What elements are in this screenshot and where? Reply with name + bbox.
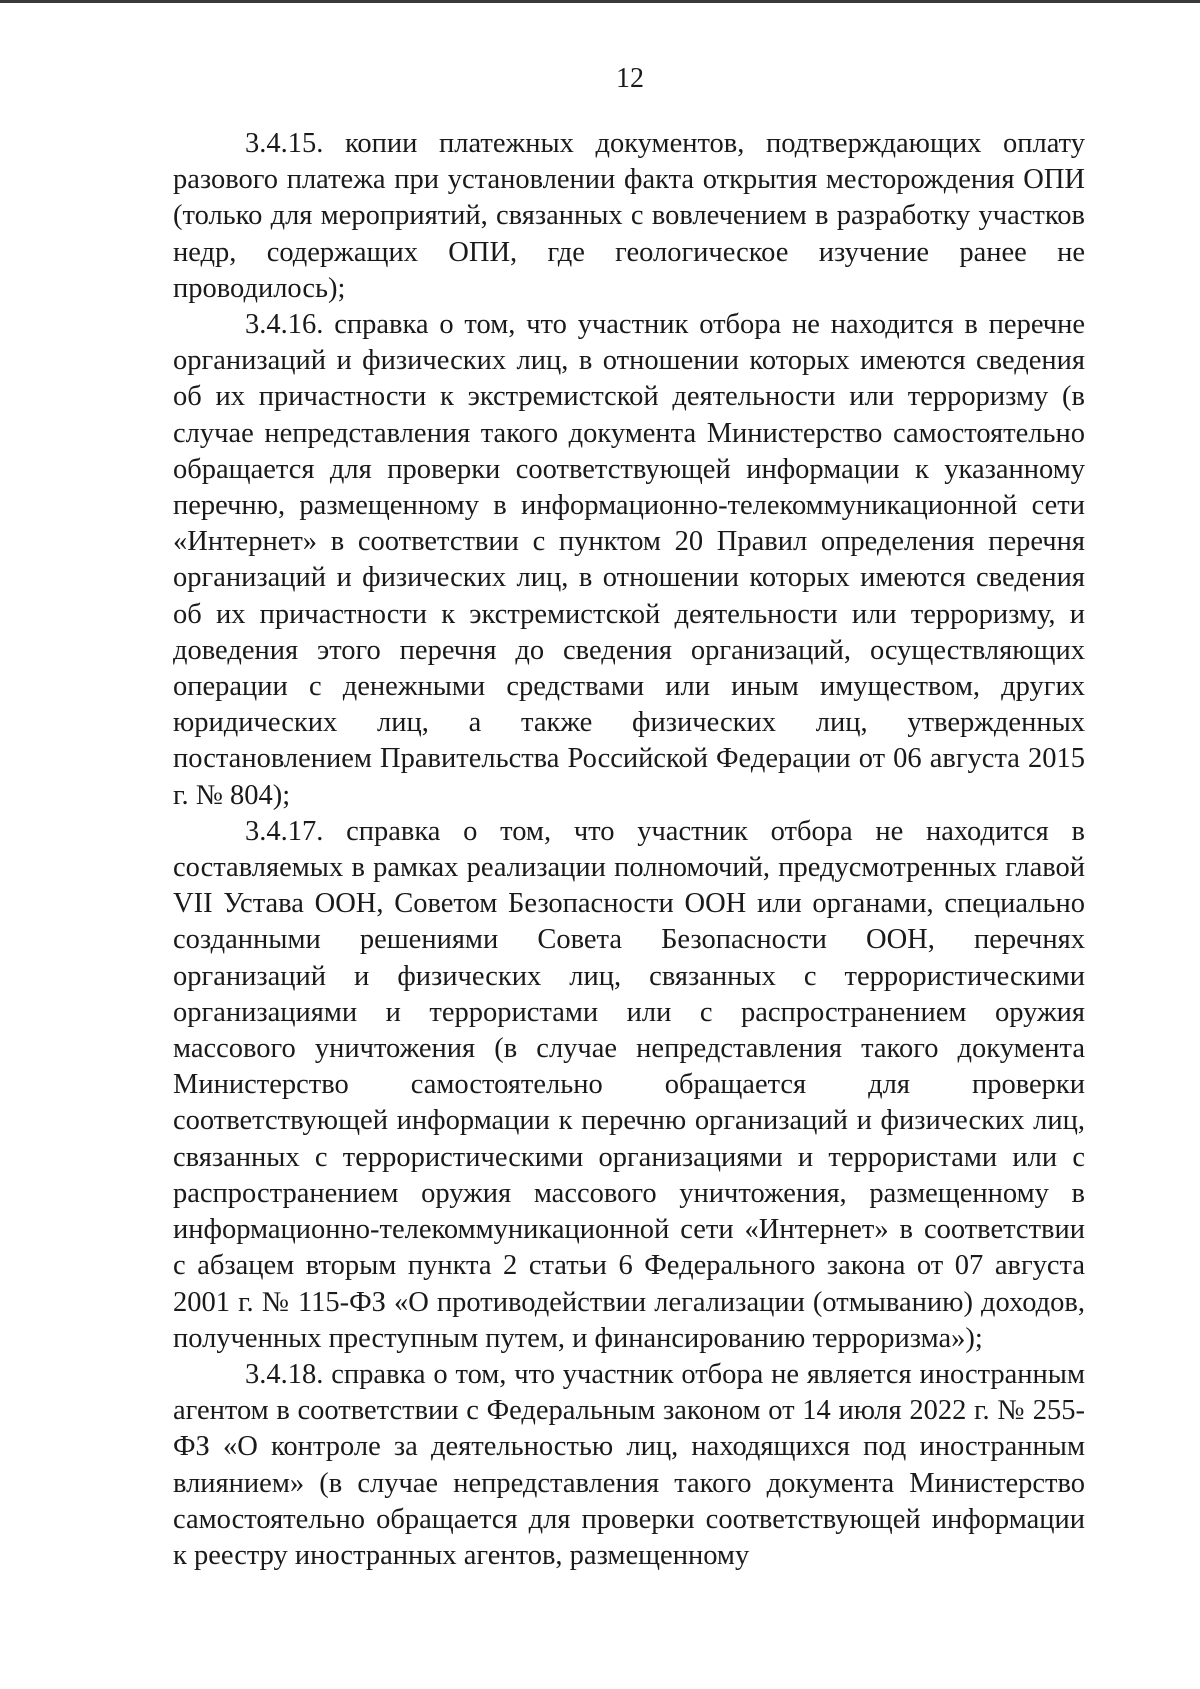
paragraph-3-4-18: 3.4.18. справка о том, что участник отбора не является иностранным агентом в соответствии с Федеральным законом от 14 июля 2022 г. № 255-ФЗ «О контроле за деятельностью лиц, находящихся под иностранным влиянием» (в случае непредставления такого документа Министерство самостоятельно обращается для проверки соответствующей информации к реестру иностранных агентов, размещенному (173, 1358, 1085, 1571)
document-body (173, 126, 1085, 1574)
page-number: 12 (616, 63, 644, 94)
paragraph-3-4-15: 3.4.15. копии платежных документов, подтверждающих оплату разового платежа при установлении факта открытия месторождения ОПИ (только для мероприятий, связанных с вовлечением в разработку участков недр, содержащих ОПИ, где геологическое изучение ранее не проводилось); (173, 128, 1085, 304)
paragraph-3-4-16: 3.4.16. справка о том, что участник отбора не находится в перечне организаций и физических лиц, в отношении которых имеются сведения об их причастности к экстремистской деятельности или терроризму (в случае непредставления такого документа Министерство самостоятельно обращается для проверки соответствующей информации к указанному перечню, размещенному в информационно-телекоммуникационной сети «Интернет» в соответствии с пунктом 20 Правил определения перечня организаций и физических лиц, в отношении которых имеются сведения об их причастности к экстремистской деятельности или терроризму, и доведения этого перечня до сведения организаций, осуществляющих операции с денежными средствами или иным имуществом, других юридических лиц, а также физических лиц, утвержденных постановлением Правительства Российской Федерации от 06 августа 2015 г. № 804); (173, 309, 1085, 811)
paragraph-3-4-17: 3.4.17. справка о том, что участник отбора не находится в составляемых в рамках реализации полномочий, предусмотренных главой VII Устава ООН, Советом Безопасности ООН или органами, специально созданными решениями Совета Безопасности ООН, перечнях организаций и физических лиц, связанных с террористическими организациями и террористами или с распространением оружия массового уничтожения (в случае непредставления такого документа Министерство самостоятельно обращается для проверки соответствующей информации к перечню организаций и физических лиц, связанных с террористическими организациями и террористами или с распространением оружия массового уничтожения, размещенному в информационно-телекоммуникационной сети «Интернет» в соответствии с абзацем вторым пункта 2 статьи 6 Федерального закона от 07 августа 2001 г. № 115-ФЗ «О противодействии легализации (отмыванию) доходов, полученных преступным путем, и финансированию терроризма»); (173, 815, 1085, 1354)
scan-top-edge (0, 0, 1200, 3)
